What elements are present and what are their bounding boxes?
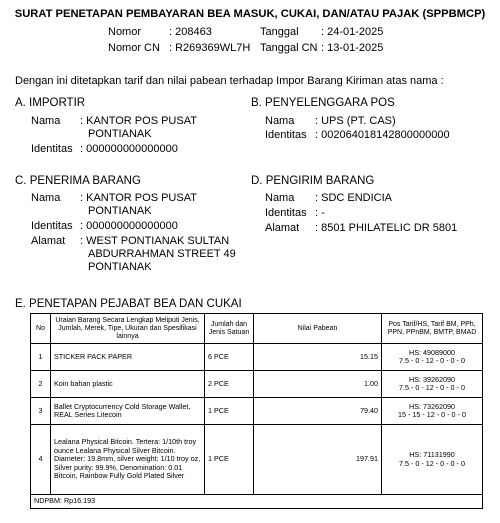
cell-uraian: STICKER PACK PAPER: [51, 344, 205, 371]
importir-nama-label: Nama: [31, 115, 61, 127]
cell-tarif-values: 15 - 15 - 12 - 0 - 0 - 0: [398, 410, 466, 419]
cell-tarif: [382, 344, 483, 371]
table-header-row: [31, 314, 483, 344]
cell-no: 1: [31, 344, 51, 371]
nomor-cn-value: : R269369WL7H: [169, 42, 251, 54]
penerima-nama-value: : KANTOR POS PUSAT: [80, 192, 197, 204]
table-row: [31, 398, 483, 425]
penyelenggara-nama-value: : UPS (PT. CAS): [315, 115, 396, 127]
col-header-nilai: Nilai Pabean: [254, 314, 382, 344]
cell-no: 2: [31, 371, 51, 398]
importir-nama-value: : KANTOR POS PUSAT: [80, 115, 197, 127]
nomor-cn-label: Nomor CN: [108, 42, 160, 54]
penetapan-heading: E. PENETAPAN PEJABAT BEA DAN CUKAI: [15, 298, 242, 310]
table-row: [31, 371, 483, 398]
pengirim-alamat-value: : 8501 PHILATELIC DR 5801: [315, 222, 458, 234]
cell-tarif: [382, 425, 483, 495]
penyelenggara-heading: B. PENYELENGGARA POS: [251, 97, 395, 109]
pengirim-alamat-label: Alamat: [265, 222, 300, 234]
pengirim-identitas-label: Identitas: [265, 207, 307, 219]
intro-text: Dengan ini ditetapkan tarif dan nilai pabean terhadap Impor Barang Kiriman atas nama :: [15, 75, 444, 87]
penerima-nama-label: Nama: [31, 192, 61, 204]
table-footer-row: [31, 495, 483, 509]
col-header-jumlah: Jumlah dan Jenis Satuan: [205, 314, 254, 344]
importir-heading: A. IMPORTIR: [15, 97, 86, 109]
cell-jumlah: 6 PCE: [205, 344, 254, 371]
penerima-identitas-label: Identitas: [31, 220, 73, 232]
cell-hs-code: HS: 71131990: [409, 450, 455, 460]
ndpbm-text: NDPBM: Rp16.193: [31, 495, 483, 509]
cell-nilai: 79.40: [254, 398, 382, 425]
penerima-alamat-value-line2: ABDURRAHMAN STREET 49: [88, 248, 236, 260]
cell-tarif: [382, 398, 483, 425]
cell-no: 3: [31, 398, 51, 425]
penyelenggara-identitas-value: : 002064018142800000000: [315, 129, 450, 141]
penerima-identitas-value: : 000000000000000: [80, 220, 178, 232]
penerima-alamat-label: Alamat: [31, 235, 66, 247]
tanggal-cn-label: Tanggal CN: [260, 42, 318, 54]
cell-uraian: Lealana Physical Bitcoin. Tertera: 1/10th troy ounce Lealana Physical Silver Bitcoin. Diameter: 19.8mm, silver weight: 1/10 troy oz, Silver purity: 99.9%, Denomination: 0.01 Bitcoin, Rainbow Fully Gold Plated Silver: [51, 425, 205, 495]
cell-nilai: 197.91: [254, 425, 382, 495]
tanggal-label: Tanggal: [260, 26, 299, 38]
cell-hs-code: HS: 73262090: [409, 401, 455, 411]
cell-jumlah: 1 PCE: [205, 425, 254, 495]
tanggal-cn-value: : 13-01-2025: [321, 42, 384, 54]
nomor-label: Nomor: [108, 26, 142, 38]
importir-nama-value-line2: PONTIANAK: [88, 128, 152, 140]
cell-uraian: Koin bahan plastic: [51, 371, 205, 398]
cell-uraian: Ballet Cryptocurrency Cold Storage Wallet, REAL Series Litecoin: [51, 398, 205, 425]
penerima-heading: C. PENERIMA BARANG: [15, 175, 141, 187]
penyelenggara-nama-label: Nama: [265, 115, 295, 127]
col-header-uraian: Uraian Barang Secara Lengkap Meliputi Jenis, Jumlah, Merek, Tipe, Ukuran dan Spesifikasi lainnya: [51, 314, 205, 344]
cell-nilai: 1.00: [254, 371, 382, 398]
cell-jumlah: 1 PCE: [205, 398, 254, 425]
cell-jumlah: 2 PCE: [205, 371, 254, 398]
pengirim-nama-value: : SDC ENDICIA: [315, 192, 393, 204]
importir-identitas-label: Identitas: [31, 143, 73, 155]
tanggal-value: : 24-01-2025: [321, 26, 384, 38]
table-row: [31, 344, 483, 371]
goods-table: [30, 313, 483, 509]
nomor-value: : 208463: [169, 26, 212, 38]
document-title: SURAT PENETAPAN PEMBAYARAN BEA MASUK, CUKAI, DAN/ATAU PAJAK (SPPBMCP): [14, 8, 486, 20]
penyelenggara-identitas-label: Identitas: [265, 129, 307, 141]
penerima-alamat-value-line3: PONTIANAK: [88, 261, 152, 273]
cell-tarif-values: 7.5 - 0 - 12 - 0 - 0 - 0: [399, 356, 465, 365]
cell-nilai: 15.15: [254, 344, 382, 371]
cell-hs-code: HS: 49089000: [409, 347, 455, 357]
pengirim-nama-label: Nama: [265, 192, 295, 204]
penerima-nama-value-line2: PONTIANAK: [88, 205, 152, 217]
table-row: [31, 425, 483, 495]
cell-tarif-values: 7.5 - 0 - 12 - 0 - 0 - 0: [399, 458, 465, 468]
pengirim-identitas-value: : -: [315, 207, 325, 219]
penerima-alamat-value: : WEST PONTIANAK SULTAN: [80, 235, 230, 247]
col-header-no: No: [31, 314, 51, 344]
cell-hs-code: HS: 39262090: [409, 374, 455, 384]
cell-tarif-values: 7.5 - 0 - 12 - 0 - 0 - 0: [399, 383, 465, 392]
cell-no: 4: [31, 425, 51, 495]
col-header-tarif: Pos Tarif/HS, Tarif BM, PPh, PPN, PPnBM, BMTP, BMAD: [382, 314, 483, 344]
importir-identitas-value: : 000000000000000: [80, 143, 178, 155]
cell-tarif: [382, 371, 483, 398]
pengirim-heading: D. PENGIRIM BARANG: [251, 175, 375, 187]
